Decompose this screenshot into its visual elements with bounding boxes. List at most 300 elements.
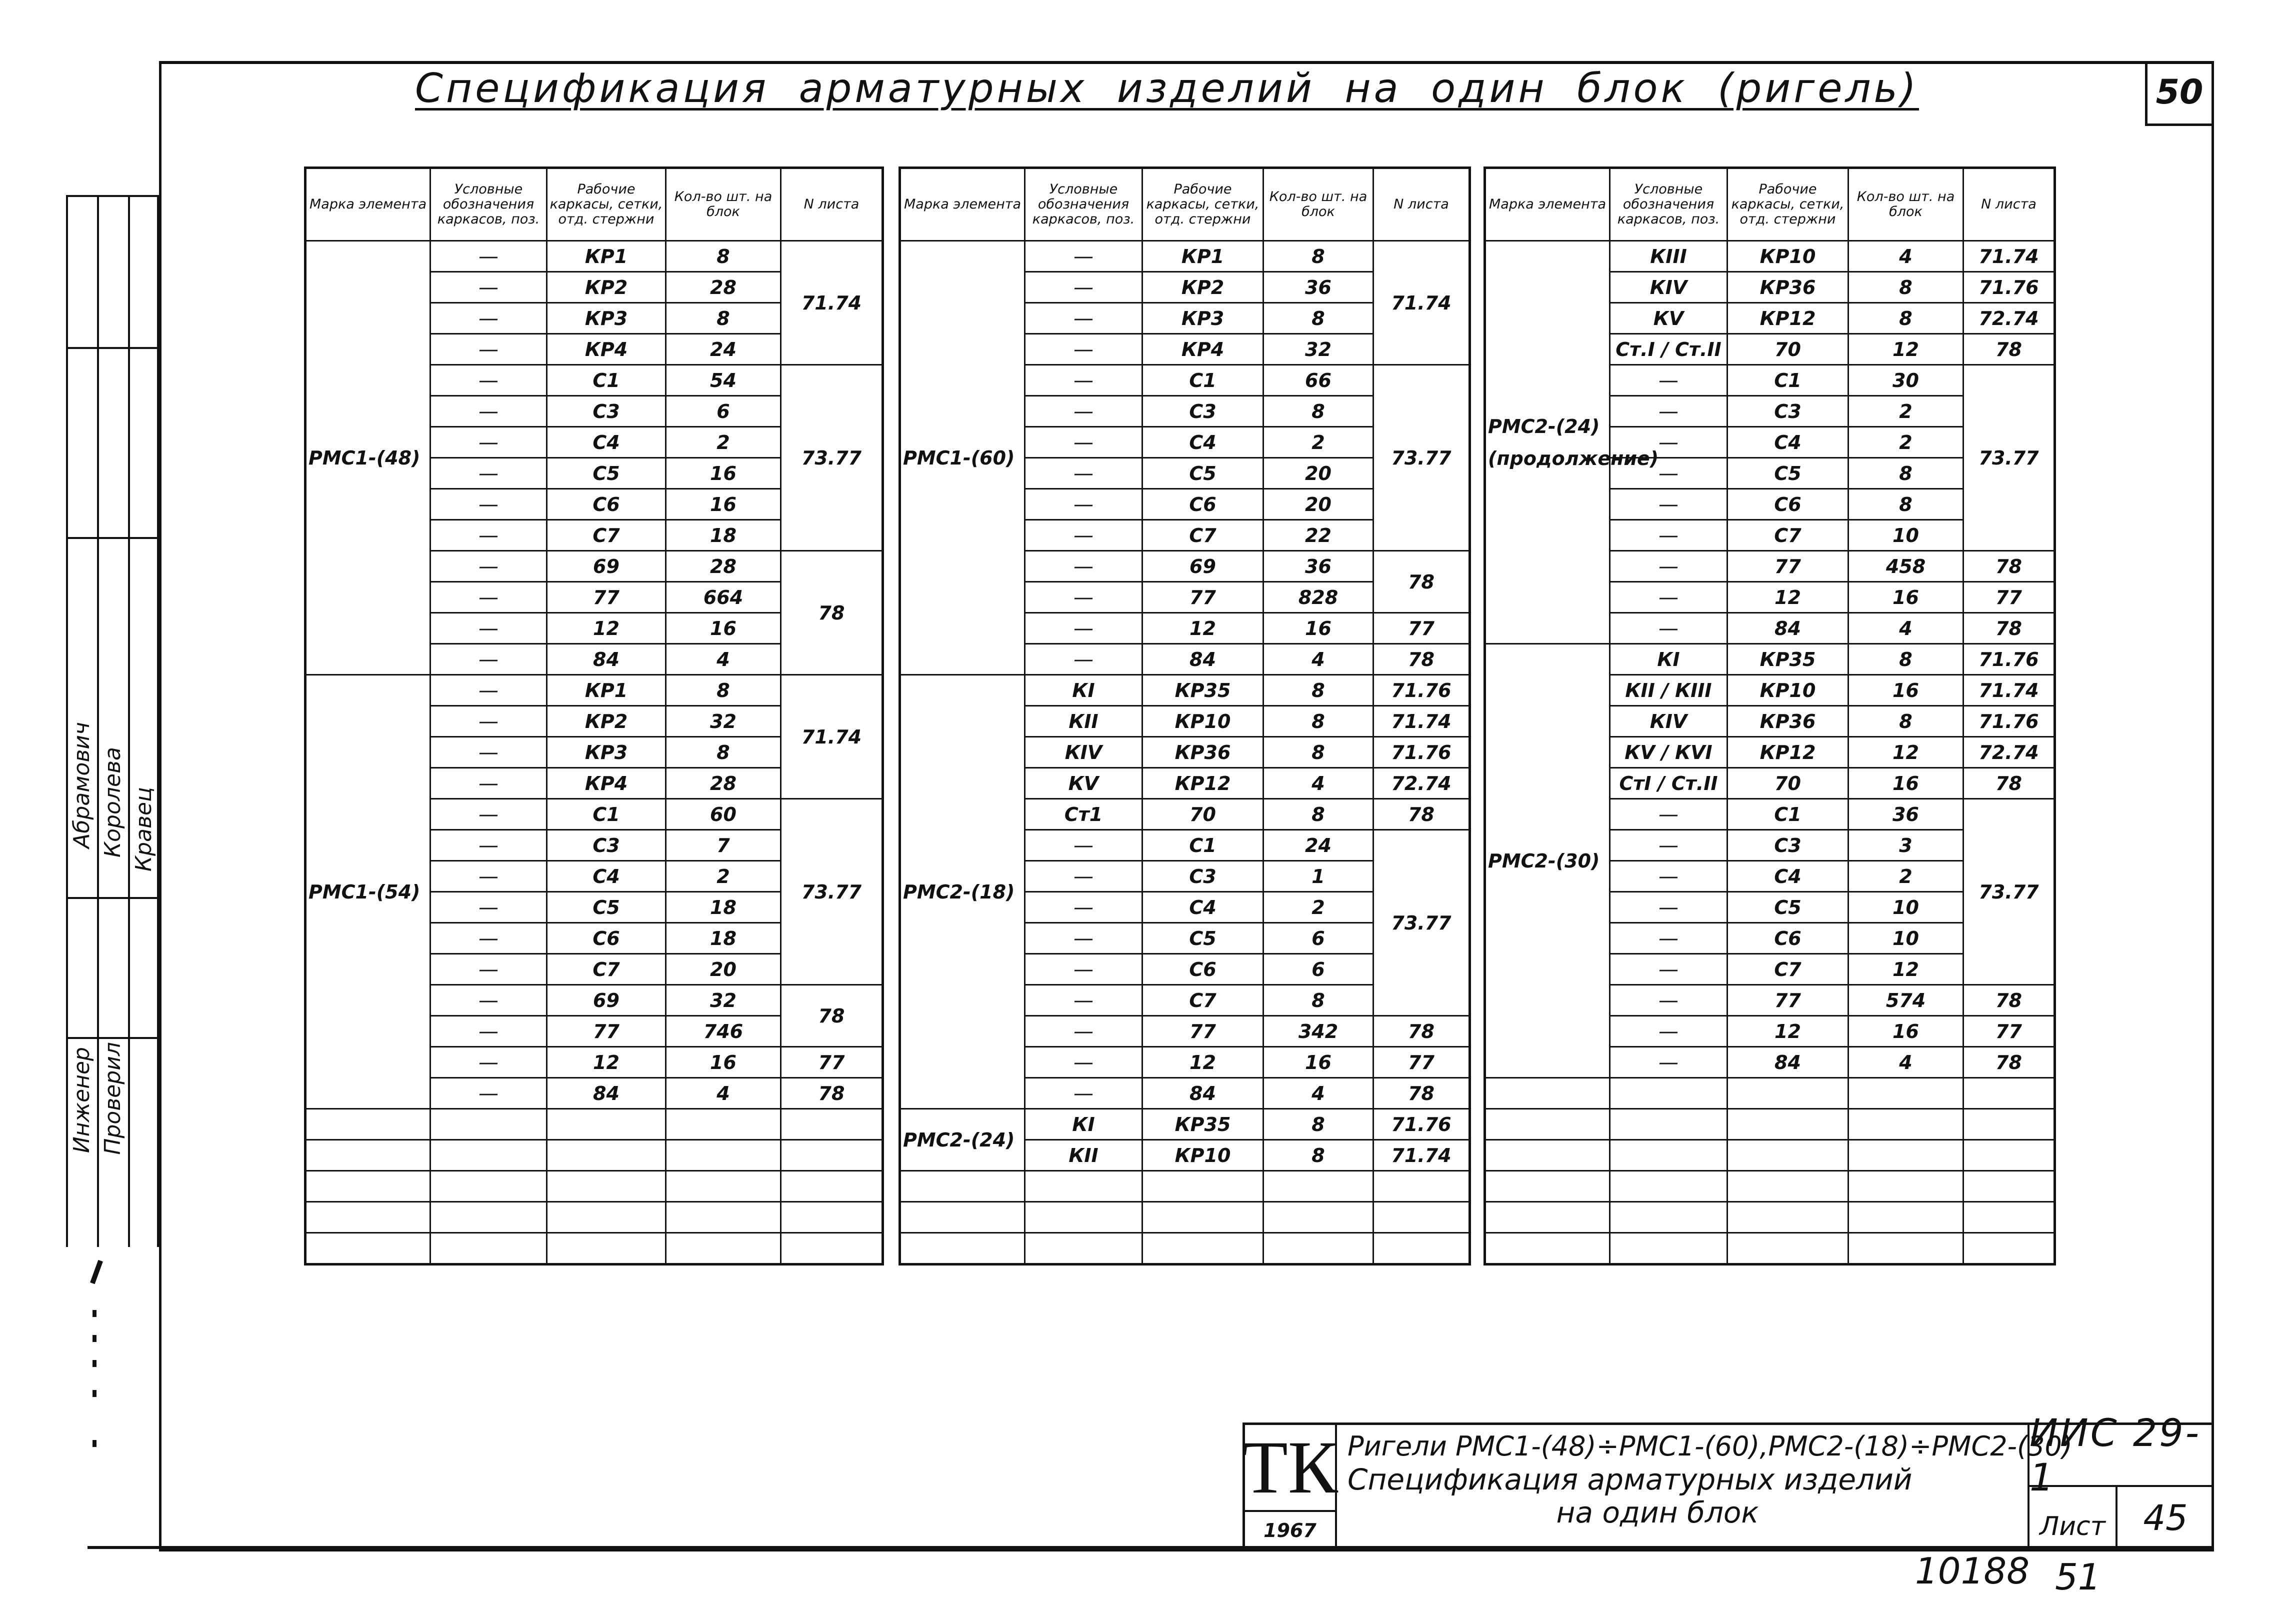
element-mark: РМС1-(48): [306, 241, 430, 675]
quantity: 342: [1264, 1016, 1374, 1047]
working-item: КР10: [1142, 706, 1264, 737]
quantity: 10: [1848, 923, 1964, 954]
empty-cell: [1728, 1202, 1848, 1233]
sheet-ref: 73.77: [1964, 799, 2055, 985]
working-item: С5: [1142, 923, 1264, 954]
quantity: 20: [1264, 458, 1374, 489]
conventional-designation: —: [430, 551, 547, 582]
series-code: ИИС 29-1: [2028, 1425, 2214, 1487]
strip-label-engineer: Инженер: [69, 1047, 94, 1154]
quantity: 16: [666, 458, 781, 489]
conventional-designation: КII / КIII: [1610, 675, 1728, 706]
working-item: С1: [1142, 830, 1264, 861]
empty-cell: [1374, 1171, 1470, 1202]
empty-cell: [1964, 1233, 2055, 1264]
empty-row: [1485, 1109, 2055, 1140]
working-item: 84: [547, 1078, 666, 1109]
quantity: 3: [1848, 830, 1964, 861]
quantity: 664: [666, 582, 781, 613]
empty-cell: [1964, 1078, 2055, 1109]
conventional-designation: —: [1025, 1078, 1142, 1109]
empty-cell: [1964, 1140, 2055, 1171]
empty-cell: [1142, 1233, 1264, 1264]
sheet-ref: 77: [1964, 582, 2055, 613]
sheet-ref: 71.76: [1964, 272, 2055, 303]
working-item: КР12: [1728, 737, 1848, 768]
working-item: 84: [1142, 644, 1264, 675]
conventional-designation: —: [1025, 923, 1142, 954]
quantity: 18: [666, 923, 781, 954]
empty-cell: [1728, 1140, 1848, 1171]
working-item: КР1: [1142, 241, 1264, 272]
empty-cell: [666, 1171, 781, 1202]
quantity: 18: [666, 520, 781, 551]
conventional-designation: —: [1025, 520, 1142, 551]
conventional-designation: —: [1025, 272, 1142, 303]
stamp-year: 1967: [1245, 1512, 1337, 1548]
empty-cell: [666, 1202, 781, 1233]
quantity: 8: [666, 737, 781, 768]
empty-cell: [1374, 1233, 1470, 1264]
working-item: 84: [1142, 1078, 1264, 1109]
working-item: С6: [1142, 489, 1264, 520]
empty-cell: [306, 1202, 430, 1233]
quantity: 458: [1848, 551, 1964, 582]
working-item: КР36: [1142, 737, 1264, 768]
spec-table: [1484, 166, 2056, 1266]
conventional-designation: —: [430, 582, 547, 613]
quantity: 66: [1264, 365, 1374, 396]
quantity: 1: [1264, 861, 1374, 892]
conventional-designation: —: [1610, 799, 1728, 830]
table-row: [306, 241, 883, 272]
empty-cell: [1142, 1202, 1264, 1233]
working-item: 12: [1142, 613, 1264, 644]
sheet-ref: 71.74: [781, 675, 883, 799]
tk-logo: ТК: [1245, 1425, 1337, 1512]
conventional-designation: КV: [1025, 768, 1142, 799]
stamp-description: [1348, 1430, 2072, 1530]
sheet-ref: 73.77: [781, 799, 883, 985]
strip-name-1: Абрамович: [69, 722, 94, 848]
working-item: С3: [547, 396, 666, 427]
column-header: Марка элемента: [900, 168, 1025, 241]
conventional-designation: —: [1025, 458, 1142, 489]
conventional-designation: —: [430, 1047, 547, 1078]
working-item: 12: [547, 1047, 666, 1078]
quantity: 8: [666, 303, 781, 334]
working-item: 12: [1728, 1016, 1848, 1047]
empty-cell: [1610, 1140, 1728, 1171]
quantity: 8: [1264, 675, 1374, 706]
conventional-designation: —: [430, 737, 547, 768]
sheet-ref: 71.74: [1964, 241, 2055, 272]
table-row: [1485, 644, 2055, 675]
conventional-designation: —: [430, 954, 547, 985]
conventional-designation: —: [1025, 582, 1142, 613]
conventional-designation: —: [430, 830, 547, 861]
column-header: Рабочие каркасы, сетки, отд. стержни: [547, 168, 666, 241]
empty-cell: [1610, 1233, 1728, 1264]
working-item: 12: [1142, 1047, 1264, 1078]
conventional-designation: —: [1025, 892, 1142, 923]
spec-table: [304, 166, 884, 1266]
inventory-number: 10188: [1915, 1550, 2030, 1592]
element-mark: РМС1-(54): [306, 675, 430, 1109]
table-row: [900, 675, 1470, 706]
working-item: КР4: [547, 768, 666, 799]
conventional-designation: —: [430, 892, 547, 923]
empty-cell: [1485, 1140, 1610, 1171]
element-mark: РМС2-(30): [1485, 644, 1610, 1078]
conventional-designation: —: [1610, 1047, 1728, 1078]
table-row: [900, 1109, 1470, 1140]
quantity: 7: [666, 830, 781, 861]
quantity: 28: [666, 768, 781, 799]
column-header: N листа: [1374, 168, 1470, 241]
working-item: С1: [547, 365, 666, 396]
quantity: 30: [1848, 365, 1964, 396]
working-item: С4: [1728, 861, 1848, 892]
working-item: С4: [547, 427, 666, 458]
conventional-designation: —: [430, 520, 547, 551]
quantity: 4: [1264, 768, 1374, 799]
table-header-row: [900, 168, 1470, 241]
conventional-designation: —: [430, 768, 547, 799]
working-item: КР2: [1142, 272, 1264, 303]
quantity: 36: [1264, 272, 1374, 303]
quantity: 16: [1264, 613, 1374, 644]
quantity: 20: [1264, 489, 1374, 520]
empty-cell: [1728, 1171, 1848, 1202]
quantity: 574: [1848, 985, 1964, 1016]
empty-cell: [1264, 1233, 1374, 1264]
conventional-designation: —: [430, 861, 547, 892]
footer-page: 51: [2055, 1556, 2101, 1598]
empty-row: [306, 1233, 883, 1264]
sheet-ref: 72.74: [1964, 303, 2055, 334]
sheet-ref: 71.74: [1374, 241, 1470, 365]
empty-cell: [666, 1140, 781, 1171]
working-item: С4: [1142, 427, 1264, 458]
quantity: 2: [1848, 396, 1964, 427]
left-title-strip: [66, 195, 159, 1247]
element-mark: РМС2-(18): [900, 675, 1025, 1109]
empty-cell: [666, 1109, 781, 1140]
empty-row: [1485, 1140, 2055, 1171]
column-header: N листа: [781, 168, 883, 241]
quantity: 2: [666, 861, 781, 892]
quantity: 8: [1848, 644, 1964, 675]
conventional-designation: —: [1025, 861, 1142, 892]
quantity: 8: [666, 241, 781, 272]
conventional-designation: —: [1025, 613, 1142, 644]
empty-cell: [430, 1171, 547, 1202]
empty-row: [1485, 1078, 2055, 1109]
working-item: С7: [1728, 520, 1848, 551]
conventional-designation: —: [430, 303, 547, 334]
sheet-ref: 73.77: [1374, 830, 1470, 1016]
quantity: 8: [1264, 737, 1374, 768]
working-item: С7: [1728, 954, 1848, 985]
element-mark: РМС2-(24) (продолжение): [1485, 241, 1610, 644]
strip-dot: [92, 1440, 96, 1447]
empty-row: [1485, 1233, 2055, 1264]
page-title: Спецификация арматурных изделий на один блок (ригель): [415, 65, 1919, 112]
sheet-ref: 78: [1374, 1078, 1470, 1109]
column-header: Условные обозначения каркасов, поз.: [1025, 168, 1142, 241]
sheet-ref: 73.77: [781, 365, 883, 551]
empty-cell: [1025, 1202, 1142, 1233]
empty-cell: [306, 1109, 430, 1140]
empty-cell: [1485, 1202, 1610, 1233]
working-item: С7: [1142, 985, 1264, 1016]
empty-cell: [781, 1202, 883, 1233]
empty-cell: [1964, 1202, 2055, 1233]
working-item: С5: [1142, 458, 1264, 489]
empty-cell: [547, 1202, 666, 1233]
quantity: 8: [1264, 706, 1374, 737]
sheet-ref: 77: [1964, 1016, 2055, 1047]
quantity: 8: [1848, 706, 1964, 737]
working-item: С7: [1142, 520, 1264, 551]
column-header: Условные обозначения каркасов, поз.: [430, 168, 547, 241]
conventional-designation: —: [430, 799, 547, 830]
quantity: 2: [1848, 427, 1964, 458]
quantity: 746: [666, 1016, 781, 1047]
quantity: 28: [666, 272, 781, 303]
working-item: КР12: [1728, 303, 1848, 334]
quantity: 16: [666, 489, 781, 520]
empty-cell: [547, 1140, 666, 1171]
quantity: 32: [666, 706, 781, 737]
spec-table: [898, 166, 1471, 1266]
conventional-designation: КIV: [1610, 272, 1728, 303]
quantity: 16: [1848, 768, 1964, 799]
conventional-designation: —: [430, 241, 547, 272]
sheet-ref: 78: [1964, 985, 2055, 1016]
quantity: 2: [1264, 427, 1374, 458]
sheet-ref: 78: [781, 1078, 883, 1109]
strip-dot: [92, 1390, 96, 1397]
empty-cell: [1848, 1171, 1964, 1202]
empty-cell: [306, 1171, 430, 1202]
table-row: [900, 241, 1470, 272]
quantity: 8: [1264, 1109, 1374, 1140]
sheet-ref: 78: [1964, 334, 2055, 365]
quantity: 24: [666, 334, 781, 365]
table-row: [1485, 241, 2055, 272]
stamp-line-2: Спецификация арматурных изделий: [1348, 1462, 1912, 1496]
working-item: С7: [547, 520, 666, 551]
sheet-ref: 72.74: [1374, 768, 1470, 799]
quantity: 4: [1848, 1047, 1964, 1078]
quantity: 18: [666, 892, 781, 923]
quantity: 60: [666, 799, 781, 830]
quantity: 8: [1848, 272, 1964, 303]
working-item: С1: [1728, 365, 1848, 396]
working-item: С3: [1728, 830, 1848, 861]
working-item: С6: [547, 489, 666, 520]
quantity: 6: [1264, 923, 1374, 954]
table-header-row: [306, 168, 883, 241]
conventional-designation: —: [1610, 427, 1728, 458]
empty-cell: [430, 1109, 547, 1140]
conventional-designation: —: [1610, 1016, 1728, 1047]
empty-row: [1485, 1202, 2055, 1233]
column-header: Марка элемента: [1485, 168, 1610, 241]
working-item: КР2: [547, 272, 666, 303]
working-item: КР3: [547, 737, 666, 768]
sheet-ref: 78: [1374, 644, 1470, 675]
conventional-designation: КI: [1025, 1109, 1142, 1140]
conventional-designation: —: [430, 644, 547, 675]
working-item: С5: [1728, 458, 1848, 489]
sheet-ref: 78: [781, 551, 883, 675]
quantity: 8: [666, 675, 781, 706]
quantity: 36: [1848, 799, 1964, 830]
quantity: 24: [1264, 830, 1374, 861]
conventional-designation: Ст1: [1025, 799, 1142, 830]
empty-cell: [1610, 1171, 1728, 1202]
sheet-ref: 78: [1374, 1016, 1470, 1047]
working-item: КР4: [1142, 334, 1264, 365]
working-item: КР36: [1728, 706, 1848, 737]
working-item: 84: [1728, 613, 1848, 644]
working-item: С4: [1142, 892, 1264, 923]
quantity: 4: [666, 1078, 781, 1109]
working-item: 84: [547, 644, 666, 675]
strip-label-checked: Проверил: [100, 1042, 126, 1155]
working-item: С3: [1142, 861, 1264, 892]
working-item: 70: [1728, 768, 1848, 799]
empty-cell: [1964, 1109, 2055, 1140]
working-item: КР2: [547, 706, 666, 737]
column-header: Кол-во шт. на блок: [666, 168, 781, 241]
sheet-ref: 71.74: [781, 241, 883, 365]
working-item: С3: [1142, 396, 1264, 427]
working-item: 12: [547, 613, 666, 644]
working-item: КР10: [1728, 241, 1848, 272]
working-item: 77: [1728, 551, 1848, 582]
empty-cell: [781, 1233, 883, 1264]
empty-cell: [547, 1171, 666, 1202]
working-item: С6: [1728, 489, 1848, 520]
empty-cell: [1485, 1078, 1610, 1109]
quantity: 16: [1848, 582, 1964, 613]
working-item: КР3: [1142, 303, 1264, 334]
working-item: КР10: [1728, 675, 1848, 706]
conventional-designation: —: [1610, 365, 1728, 396]
conventional-designation: —: [1025, 551, 1142, 582]
working-item: С6: [1142, 954, 1264, 985]
empty-cell: [1610, 1202, 1728, 1233]
conventional-designation: КI: [1610, 644, 1728, 675]
working-item: С5: [1728, 892, 1848, 923]
working-item: С4: [1728, 427, 1848, 458]
working-item: КР35: [1728, 644, 1848, 675]
conventional-designation: —: [430, 365, 547, 396]
strip-name-3: Кравец: [131, 787, 156, 872]
conventional-designation: —: [1610, 830, 1728, 861]
empty-row: [900, 1202, 1470, 1233]
element-mark: РМС2-(24): [900, 1109, 1025, 1171]
working-item: КР35: [1142, 1109, 1264, 1140]
quantity: 6: [666, 396, 781, 427]
sheet-ref: 71.76: [1964, 644, 2055, 675]
quantity: 16: [666, 1047, 781, 1078]
working-item: С7: [547, 954, 666, 985]
conventional-designation: —: [1610, 923, 1728, 954]
quantity: 16: [1848, 1016, 1964, 1047]
empty-cell: [1610, 1078, 1728, 1109]
quantity: 8: [1848, 489, 1964, 520]
working-item: 69: [547, 985, 666, 1016]
sheet-ref: 77: [1374, 613, 1470, 644]
working-item: КР36: [1728, 272, 1848, 303]
table-row: [306, 675, 883, 706]
conventional-designation: —: [430, 706, 547, 737]
table-body: [1485, 241, 2055, 1264]
conventional-designation: —: [1610, 892, 1728, 923]
empty-cell: [781, 1140, 883, 1171]
strip-dot: [92, 1335, 96, 1342]
empty-cell: [547, 1233, 666, 1264]
working-item: С1: [1728, 799, 1848, 830]
quantity: 28: [666, 551, 781, 582]
conventional-designation: —: [1025, 396, 1142, 427]
empty-cell: [1848, 1078, 1964, 1109]
table-header-row: [1485, 168, 2055, 241]
conventional-designation: —: [1025, 303, 1142, 334]
table-body: [900, 241, 1470, 1264]
conventional-designation: —: [1025, 954, 1142, 985]
conventional-designation: —: [1025, 427, 1142, 458]
quantity: 2: [1264, 892, 1374, 923]
empty-cell: [1848, 1233, 1964, 1264]
conventional-designation: —: [430, 923, 547, 954]
working-item: КР10: [1142, 1140, 1264, 1171]
conventional-designation: КV / КVI: [1610, 737, 1728, 768]
quantity: 16: [666, 613, 781, 644]
working-item: 69: [1142, 551, 1264, 582]
working-item: КР35: [1142, 675, 1264, 706]
empty-cell: [1142, 1171, 1264, 1202]
sheet-ref: 71.76: [1374, 1109, 1470, 1140]
quantity: 4: [1848, 613, 1964, 644]
conventional-designation: —: [430, 334, 547, 365]
conventional-designation: КII: [1025, 1140, 1142, 1171]
quantity: 2: [666, 427, 781, 458]
sheet-ref: 72.74: [1964, 737, 2055, 768]
conventional-designation: —: [430, 985, 547, 1016]
empty-cell: [1264, 1202, 1374, 1233]
empty-cell: [781, 1171, 883, 1202]
quantity: 8: [1264, 396, 1374, 427]
conventional-designation: —: [430, 675, 547, 706]
conventional-designation: —: [1610, 582, 1728, 613]
page-number: 50: [2145, 61, 2212, 126]
empty-cell: [1025, 1171, 1142, 1202]
conventional-designation: —: [1610, 489, 1728, 520]
quantity: 10: [1848, 892, 1964, 923]
conventional-designation: —: [1025, 334, 1142, 365]
conventional-designation: —: [1610, 458, 1728, 489]
sheet-ref: 73.77: [1964, 365, 2055, 551]
empty-row: [900, 1233, 1470, 1264]
quantity: 8: [1264, 799, 1374, 830]
quantity: 6: [1264, 954, 1374, 985]
